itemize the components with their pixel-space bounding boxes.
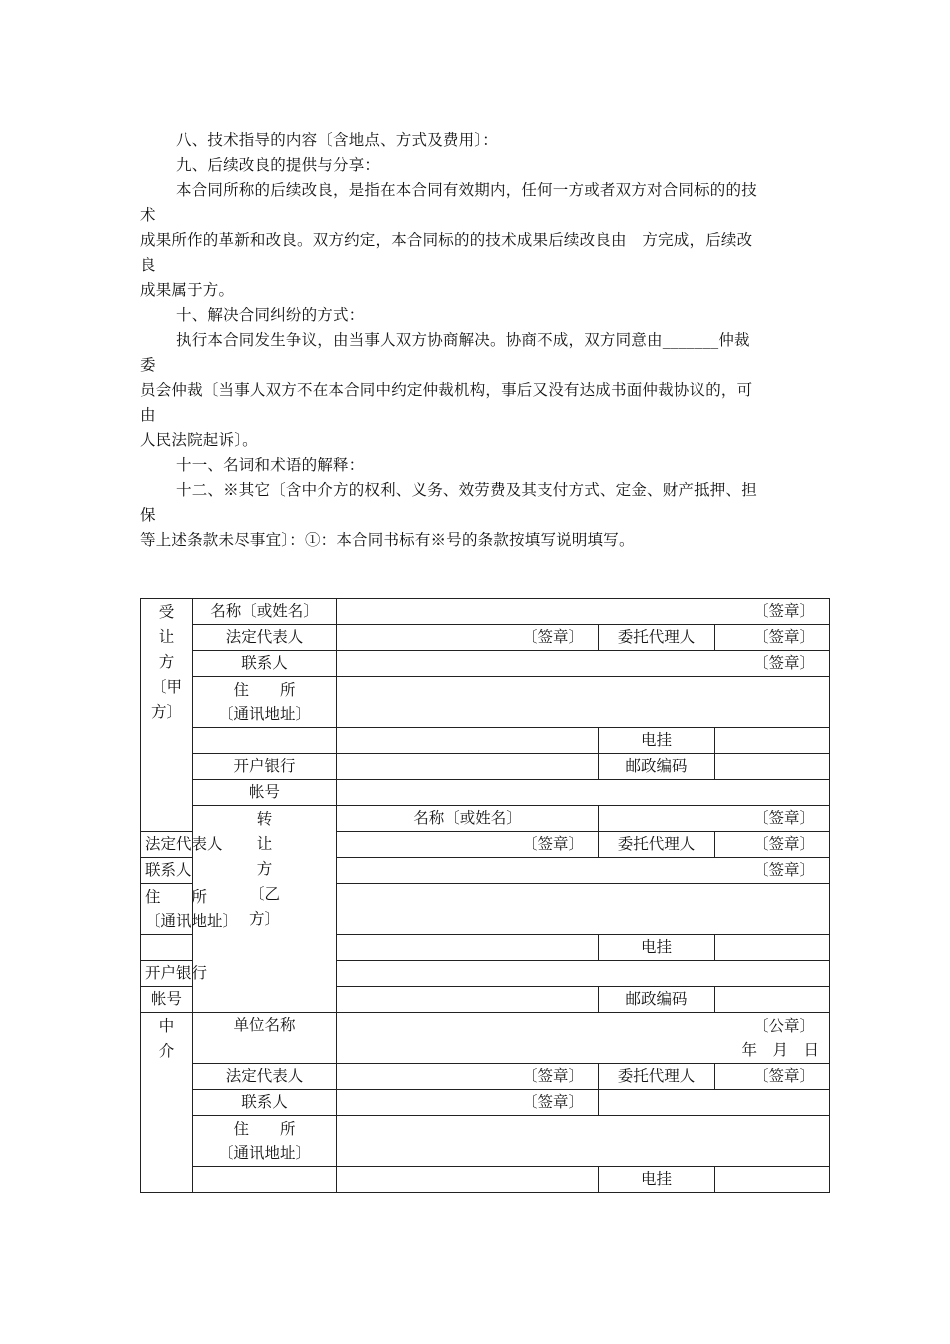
agent-seal-field[interactable]: 〔签章〕 (715, 625, 830, 651)
unit-name-label: 单位名称 (193, 1013, 337, 1064)
bank-label: 开户银行 (193, 754, 337, 780)
clause-9-body-1: 本合同所称的后续改良，是指在本合同有效期内，任何一方或者双方对合同标的的技 (176, 181, 757, 199)
clause-12-body: 等上述条款未尽事宜〕：①：本合同书标有※号的条款按填写说明填写。 (140, 531, 635, 549)
postcode-field[interactable] (715, 754, 830, 780)
party-table (140, 598, 830, 1193)
blank-label (193, 1167, 337, 1193)
agent-label: 委托代理人 (599, 1064, 715, 1090)
address-field[interactable] (337, 1116, 830, 1167)
party-a-label: 受 让 方 〔甲 方〕 (141, 599, 193, 832)
agent-seal-field[interactable]: 〔签章〕 (715, 832, 830, 858)
party-a-bank-row (141, 754, 830, 780)
blank-label (141, 935, 193, 961)
blank-label (193, 728, 337, 754)
postcode-label: 邮政编码 (599, 987, 715, 1013)
party-c-unit-row (141, 1013, 830, 1064)
legal-rep-seal-field[interactable]: 〔签章〕 (337, 832, 599, 858)
clause-11: 十一、名词和术语的解释： (176, 456, 365, 474)
legal-rep-label: 法定代表人 (193, 625, 337, 651)
clause-9-body-1-wrap: 术 (140, 206, 156, 224)
party-a-account-row (141, 780, 830, 806)
account-field[interactable] (337, 987, 599, 1013)
legal-rep-seal-field[interactable]: 〔签章〕 (337, 625, 599, 651)
party-b-label: 转 让 方 〔乙 方〕 (193, 806, 337, 1013)
clause-12: 十二、※其它〔含中介方的权利、义务、效劳费及其支付方式、定金、财产抵押、担 (176, 481, 757, 499)
party-c-rep-row (141, 1064, 830, 1090)
postcode-field[interactable] (715, 987, 830, 1013)
bank-field[interactable] (337, 961, 830, 987)
postcode-label: 邮政编码 (599, 754, 715, 780)
phone-field[interactable] (715, 1167, 830, 1193)
account-field[interactable] (337, 780, 830, 806)
bank-field[interactable] (337, 754, 599, 780)
agent-label: 委托代理人 (599, 832, 715, 858)
contact-seal-field[interactable]: 〔签章〕 (337, 651, 830, 677)
legal-rep-label: 法定代表人 (193, 1064, 337, 1090)
contact-label: 联系人 (141, 858, 193, 884)
clause-10-body-2-wrap: 由 (140, 406, 156, 424)
contact-label: 联系人 (193, 651, 337, 677)
party-a-name-row (141, 599, 830, 625)
clause-9-body-2: 成果所作的革新和改良。双方约定，本合同标的的技术成果后续改良由 方完成，后续改 (140, 231, 753, 249)
bank-label: 开户银行 (141, 961, 193, 987)
contact-seal-field[interactable]: 〔签章〕 (337, 1090, 599, 1116)
contact-seal-field[interactable]: 〔签章〕 (337, 858, 830, 884)
blank-field[interactable] (337, 728, 599, 754)
phone-field[interactable] (715, 728, 830, 754)
clause-10-body-2: 员会仲裁〔当事人双方不在本合同中约定仲裁机构，事后又没有达成书面仲裁协议的，可 (140, 381, 753, 399)
phone-label: 电挂 (599, 935, 715, 961)
party-c-phone-row (141, 1167, 830, 1193)
address-label: 住 所 〔通讯地址〕 (193, 1116, 337, 1167)
clause-9-body-3: 成果属于方。 (140, 281, 235, 299)
agent-seal-field[interactable]: 〔签章〕 (715, 1064, 830, 1090)
party-a-phone-row (141, 728, 830, 754)
clause-10-body-3: 人民法院起诉〕。 (140, 431, 258, 449)
agent-label: 委托代理人 (599, 625, 715, 651)
clause-9: 九、后续改良的提供与分享： (176, 156, 381, 174)
phone-label: 电挂 (599, 1167, 715, 1193)
party-c-label: 中 介 (141, 1013, 193, 1193)
blank-field[interactable] (337, 935, 599, 961)
contact-label: 联系人 (193, 1090, 337, 1116)
clause-9-body-2-wrap: 良 (140, 256, 156, 274)
clause-10-body-1-wrap: 委 (140, 356, 156, 374)
account-label: 帐号 (193, 780, 337, 806)
legal-rep-seal-field[interactable]: 〔签章〕 (337, 1064, 599, 1090)
clause-10-body-1: 执行本合同发生争议，由当事人双方协商解决。协商不成，双方同意由_______仲裁 (176, 331, 750, 349)
party-a-rep-row (141, 625, 830, 651)
name-label: 名称〔或姓名〕 (337, 806, 599, 832)
clause-12-wrap: 保 (140, 506, 156, 524)
phone-label: 电挂 (599, 728, 715, 754)
clause-10: 十、解决合同纠纷的方式： (176, 306, 365, 324)
party-c-address-row (141, 1116, 830, 1167)
party-a-address-row (141, 677, 830, 728)
address-field[interactable] (337, 884, 830, 935)
unit-seal-field[interactable]: 〔公章〕 年 月 日 (337, 1013, 830, 1064)
party-c-contact-row (141, 1090, 830, 1116)
account-label: 帐号 (141, 987, 193, 1013)
address-label: 住 所 〔通讯地址〕 (141, 884, 193, 935)
contact-extra-field[interactable] (599, 1090, 830, 1116)
seal-field[interactable]: 〔签章〕 (599, 806, 830, 832)
legal-rep-label: 法定代表人 (141, 832, 193, 858)
clause-8: 八、技术指导的内容〔含地点、方式及费用〕： (176, 131, 498, 149)
seal-field[interactable]: 〔签章〕 (337, 599, 830, 625)
address-field[interactable] (337, 677, 830, 728)
party-b-name-row (141, 806, 830, 832)
party-a-contact-row (141, 651, 830, 677)
name-label: 名称〔或姓名〕 (193, 599, 337, 625)
address-label: 住 所 〔通讯地址〕 (193, 677, 337, 728)
phone-field[interactable] (715, 935, 830, 961)
blank-field[interactable] (337, 1167, 599, 1193)
